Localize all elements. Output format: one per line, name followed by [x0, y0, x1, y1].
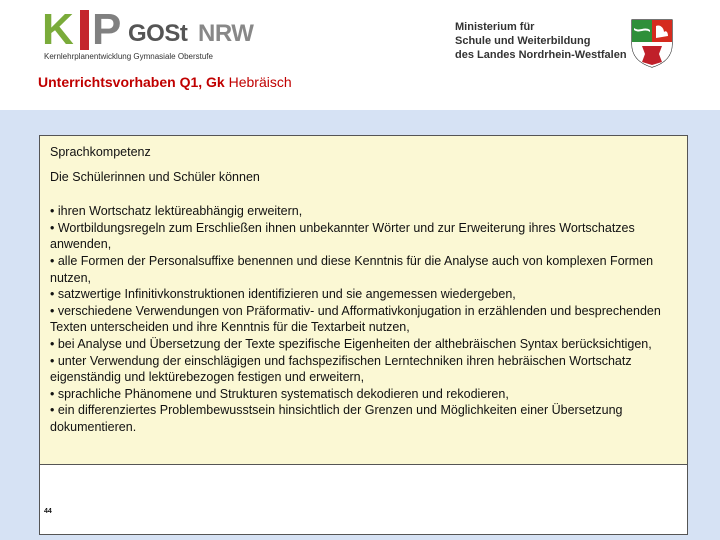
ministry-line: Ministerium für	[455, 21, 535, 33]
list-item: • bei Analyse und Übersetzung der Texte spezifische Eigenheiten der althebräischen Syntax berücksichtigen,	[50, 336, 652, 351]
kip-gost-nrw-logo	[40, 5, 254, 54]
list-item: • unter Verwendung der einschlägigen und fachspezifischen Lerntechniken ihren hebräischen Wortschatz eigenständig und lektürebezogen festigen und erweitern,	[50, 353, 632, 385]
competency-heading: Sprachkompetenz	[50, 145, 151, 159]
competency-intro: Die Schülerinnen und Schüler können	[50, 169, 260, 184]
page-number: 44	[44, 508, 52, 515]
ministry-line: des Landes Nordrhein-Westfalen	[455, 49, 627, 61]
ministry-line: Schule und Weiterbildung	[455, 35, 591, 47]
slide-footer	[39, 465, 688, 535]
list-item: • sprachliche Phänomene und Strukturen systematisch dekodieren und rekodieren,	[50, 386, 509, 401]
logo-gost-text: GOSt	[128, 20, 188, 47]
ministry-label	[455, 20, 627, 62]
logo-letter-k: K	[42, 5, 74, 54]
list-item: • Wortbildungsregeln zum Erschließen ihnen unbekannter Wörter und zur Erweiterung ihres Wortschatzes anwenden,	[50, 220, 635, 252]
page-title-main: Unterrichtsvorhaben Q1, Gk	[38, 74, 225, 90]
list-item: • ihren Wortschatz lektüreabhängig erweitern,	[50, 204, 303, 219]
logo-tagline: Kernlehrplanentwicklung Gymnasiale Oberstufe	[44, 52, 213, 61]
list-item: • ein differenziertes Problembewusstsein hinsichtlich der Grenzen und Möglichkeiten einer Übersetzung dokumentieren.	[50, 403, 623, 434]
list-item: • alle Formen der Personalsuffixe benennen und diese Kenntnis für die Analyse auch von komplexen Formen nutzen,	[50, 253, 654, 285]
page-header	[0, 0, 720, 110]
logo-letter-i-bar	[80, 10, 89, 50]
logo-nrw-text: NRW	[198, 20, 254, 47]
list-item: • verschiedene Verwendungen von Präformativ- und Afformativkonjugation in erzählenden und besprechenden Texten unterscheiden und ihre Kenntnis für die Textarbeit nutzen,	[50, 303, 661, 335]
page-title	[38, 74, 292, 90]
competency-box	[39, 135, 688, 465]
list-item: • satzwertige Infinitivkonstruktionen identifizieren und sie angemessen wiedergeben,	[50, 287, 516, 302]
nrw-coat-of-arms-icon	[630, 18, 674, 68]
competency-list	[50, 203, 677, 435]
logo-letter-p: P	[92, 5, 122, 54]
page-title-subject: Hebräisch	[228, 74, 292, 90]
